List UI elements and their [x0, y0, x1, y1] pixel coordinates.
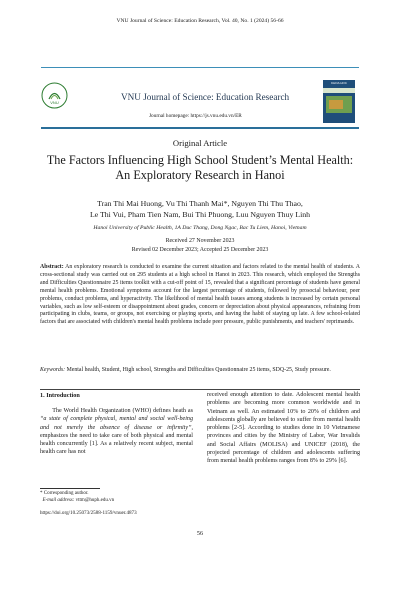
body-column-right: received enough attention to date. Adolescent mental health problems are becoming more common worldwide and in Vietnam as well. An estimated 10% to 20% of children and adolescents globally are believed to suffer from mental health problems [2-5]. According to studies done in 10 Vietnamese provinces and cities by the Ministry of Labor, War Invalids and Social Affairs (MOLISA) and UNICEF (2018), the projected percentage of children and adolescents suffering from mental health problems ranges from 8% to 29% [6]. — [207, 392, 360, 464]
footnote — [40, 491, 114, 504]
affiliation: Hanoi University of Public Health, 1A Duc Thang, Dong Ngac, Bac Tu Liem, Hanoi, Vietnam — [93, 225, 307, 231]
introduction-heading: 1. Introduction — [40, 392, 80, 399]
author-list — [20, 198, 380, 220]
footnote-email[interactable]: vttm@huph.edu.vn — [75, 497, 115, 503]
journal-banner — [41, 66, 361, 130]
left-text-2: , emphasizes the need to take care of both physical and mental health concurrently [1]. As a relatively recent subject, mental health care has not — [40, 424, 193, 456]
cover-photo-detail — [329, 100, 343, 109]
cover-label: KHOA HOC — [331, 81, 347, 85]
body-column-left — [40, 407, 193, 457]
abstract-text: An exploratory research is conducted to examine the current situation and factors related to the mental health of students. A cross-sectional study was carried out on 295 students at a high school in Hanoi in 2023. This research, which employed the Strengths and Difficulties Questionnaire 25 items toolkit with a cut-off point of 15, revealed that a significant percentage of students have general mental health problems. Emotional symptoms account for the largest percentage of students, followed by prosocial behaviour, peer problems, conduct problems, and hyperactivity. The likelihood of mental health issues among students is increased by certain personal variables, such as low self-esteem or disappointment about grades, concern or depreciation about physical appearances, refraining from participating in clubs, teams, or groups, not exercising or playing sports, and having the habit of staying up late. A few school-related factors that are associated with children's mental health problems include peer pressure, public punishments, and teachers' reprimands. — [40, 264, 361, 326]
who-definition-quote: “a state of complete physical, mental and social well-being and not merely the absence of disease or infirmity” — [40, 416, 193, 431]
authors-line-2: Le Thi Vui, Pham Tien Nam, Bui Thi Phuong, Luu Nguyen Thuy Linh — [89, 210, 311, 219]
journal-homepage-link[interactable]: Journal homepage: https://js.vnu.edu.vn/ER — [149, 113, 242, 119]
footnote-corresponding: * Corresponding author. — [40, 491, 89, 496]
banner-top-rule — [41, 67, 359, 68]
keywords-label: Keywords: — [40, 367, 66, 373]
left-text-1: The World Health Organization (WHO) defines heath as — [52, 408, 193, 414]
keywords — [40, 367, 360, 375]
journal-title: VNU Journal of Science: Education Research — [121, 92, 290, 102]
revised-accepted-date: Revised 02 December 2023; Accepted 25 December 2023 — [131, 247, 269, 253]
authors-line-1: Tran Thi Mai Huong, Vu Thi Thanh Mai*, Nguyen Thi Thu Thao, — [97, 199, 303, 208]
footnote-email-line — [40, 498, 114, 505]
footnote-rule — [40, 488, 100, 489]
page-number: 56 — [196, 530, 204, 537]
journal-cover-image — [323, 80, 355, 123]
abstract-label: Abstract: — [40, 264, 64, 270]
keywords-text: Mental health, Student, High school, Strengths and Difficulties Questionnaire 25 items, SDQ-25, Study pressure. — [66, 367, 331, 373]
banner-bottom-rule — [41, 127, 359, 129]
title-line-2: An Exploratory Research in Hanoi — [115, 168, 285, 182]
received-date: Received 27 November 2023 — [165, 238, 235, 244]
footnote-email-label: E-mail address: — [42, 497, 75, 503]
title-line-1: The Factors Influencing High School Student’s Mental Health: — [46, 153, 354, 167]
article-title — [20, 153, 380, 183]
cover-band — [323, 88, 355, 93]
doi-link[interactable]: https://doi.org/10.25073/2588-1159/vnuer.4873 — [40, 510, 137, 516]
abstract — [40, 264, 360, 327]
vnu-logo-icon — [41, 82, 68, 109]
journal-reference: VNU Journal of Science: Education Research, Vol. 40, No. 1 (2024) 56-66 — [116, 18, 284, 24]
article-type: Original Article — [172, 138, 228, 148]
section-divider — [40, 389, 360, 390]
logo-text: VNU — [50, 100, 59, 105]
